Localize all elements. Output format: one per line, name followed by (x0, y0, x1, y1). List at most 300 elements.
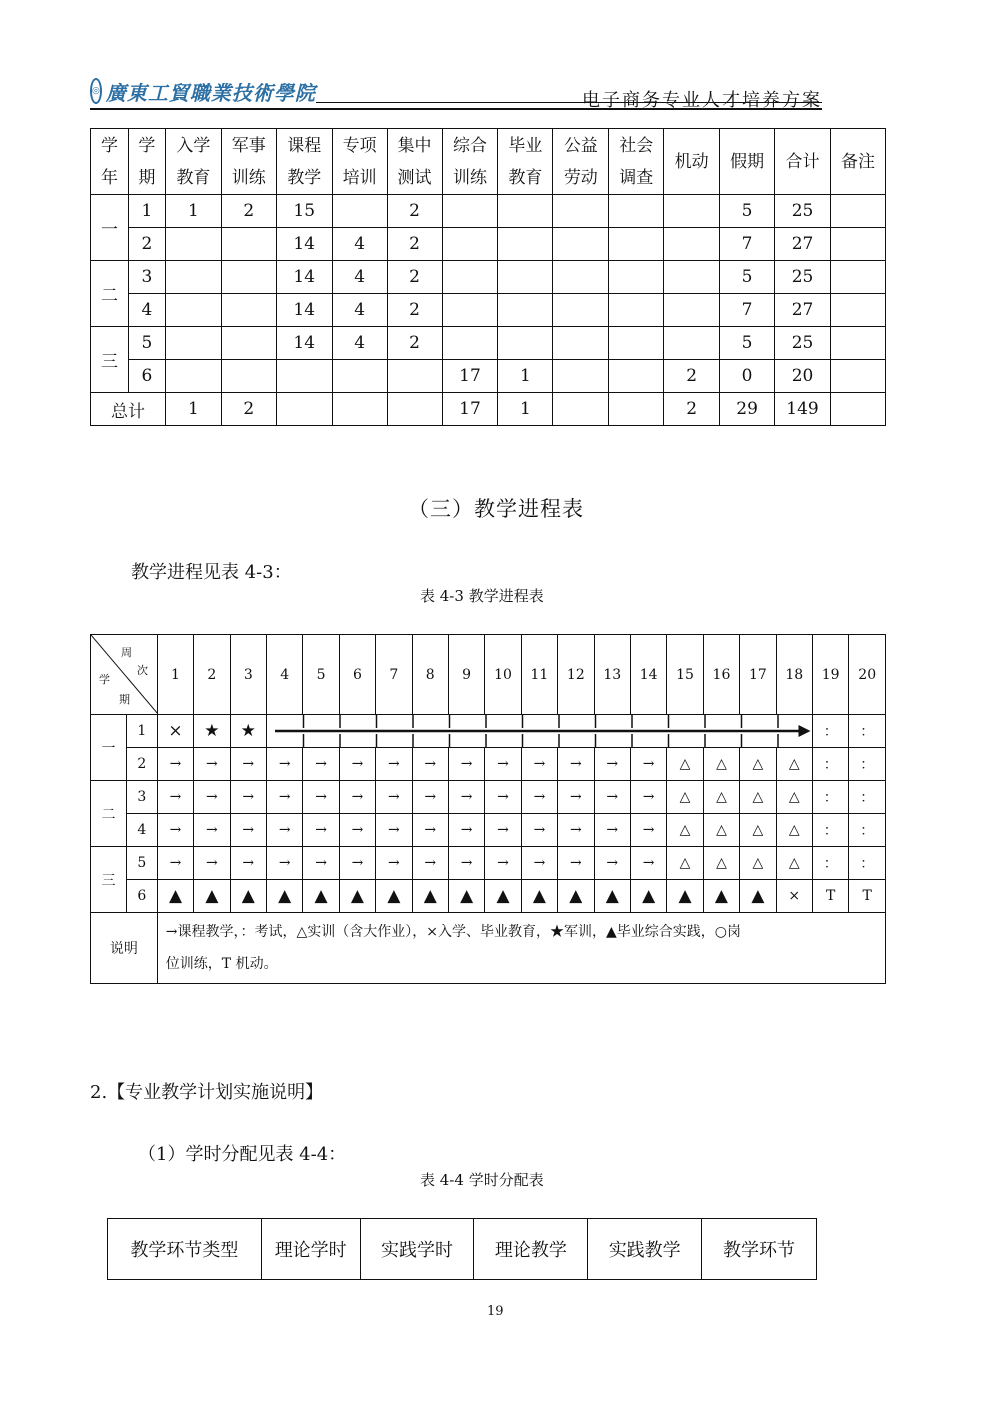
table-header-row (91, 635, 886, 715)
header-cell: 理论学时 (261, 1219, 360, 1280)
total-cell: 149 (775, 393, 831, 426)
schedule-cell: ▲ (412, 880, 448, 913)
table-row (91, 294, 886, 327)
schedule-cell: → (230, 781, 266, 814)
schedule-cell: ▲ (630, 880, 666, 913)
schedule-cell: ★ (230, 715, 266, 748)
schedule-cell: → (448, 847, 484, 880)
table-cell (332, 360, 387, 393)
table-cell (165, 360, 221, 393)
legend-line-1: →课程教学，：考试，△实训（含大作业），×入学、毕业教育，★军训，▲毕业综合实践，○岗 (165, 924, 741, 940)
schedule-cell: → (412, 814, 448, 847)
schedule-cell: → (485, 814, 521, 847)
week-number-cell: 12 (558, 635, 594, 715)
table-cell: 5 (128, 327, 165, 360)
table-cell (664, 327, 720, 360)
header-text: 学 (100, 135, 118, 156)
schedule-cell: → (266, 781, 302, 814)
week-number-cell: 8 (412, 635, 448, 715)
schedule-cell: ▲ (194, 880, 230, 913)
schedule-cell: ： (812, 814, 848, 847)
table-cell: 15 (276, 195, 332, 228)
total-cell (553, 393, 609, 426)
header-text: 集中 (397, 135, 432, 156)
schedule-cell: → (485, 781, 521, 814)
table-cell (831, 294, 886, 327)
teaching-schedule-table (90, 634, 886, 984)
header-text: 毕业 (508, 135, 543, 156)
header-text: 专项 (342, 135, 377, 156)
table-cell: 7 (720, 294, 775, 327)
week-number-cell: 11 (521, 635, 557, 715)
week-number-cell: 3 (230, 635, 266, 715)
total-cell: 29 (720, 393, 775, 426)
schedule-cell: × (157, 715, 193, 748)
schedule-cell: → (266, 814, 302, 847)
schedule-cell: → (630, 847, 666, 880)
semester-cell: 4 (126, 814, 157, 847)
total-cell: 2 (221, 393, 276, 426)
table-header-row (108, 1219, 817, 1280)
table-cell (664, 228, 720, 261)
schedule-cell: → (339, 781, 375, 814)
schedule-cell: △ (740, 847, 776, 880)
schedule-cell: → (558, 847, 594, 880)
schedule-cell: → (230, 748, 266, 781)
schedule-cell: → (448, 748, 484, 781)
semester-cell: 6 (126, 880, 157, 913)
header-text: 合计 (785, 151, 820, 172)
table-cell (165, 261, 221, 294)
table-cell: 2 (387, 327, 442, 360)
table-cell: 25 (775, 327, 831, 360)
table-cell (442, 261, 498, 294)
table-cell (553, 228, 609, 261)
week-allocation-table (90, 128, 886, 426)
schedule-cell: → (558, 781, 594, 814)
schedule-cell: → (303, 814, 339, 847)
schedule-cell: ： (849, 781, 886, 814)
schedule-row (91, 748, 886, 781)
table-cell: 5 (720, 327, 775, 360)
schedule-cell: △ (667, 781, 703, 814)
schedule-cell: △ (667, 814, 703, 847)
schedule-cell: △ (776, 814, 812, 847)
schedule-cell: ▲ (376, 880, 412, 913)
header-cell (128, 129, 165, 195)
table-cell: 20 (775, 360, 831, 393)
schedule-cell: △ (703, 748, 739, 781)
table-cell (221, 228, 276, 261)
table-cell: 6 (128, 360, 165, 393)
table-cell: 14 (276, 294, 332, 327)
table-cell (609, 294, 664, 327)
table-cell: 1 (498, 360, 553, 393)
total-cell (387, 393, 442, 426)
schedule-cell: △ (667, 748, 703, 781)
table-cell (609, 360, 664, 393)
header-cell (775, 129, 831, 195)
schedule-cell: → (157, 847, 193, 880)
header-text: 培训 (342, 167, 377, 188)
schedule-cell: ▲ (485, 880, 521, 913)
semester-cell: 2 (126, 748, 157, 781)
week-number-cell: 14 (630, 635, 666, 715)
schedule-cell: → (521, 748, 557, 781)
schedule-cell: → (412, 847, 448, 880)
table-cell (442, 327, 498, 360)
schedule-cell: → (157, 781, 193, 814)
schedule-cell: → (339, 847, 375, 880)
header-cell (387, 129, 442, 195)
schedule-cell: → (630, 814, 666, 847)
header-text: 公益 (563, 135, 598, 156)
table-cell (831, 228, 886, 261)
table-row (91, 195, 886, 228)
header-cell: 教学环节 (702, 1219, 817, 1280)
table-cell: 1 (165, 195, 221, 228)
header-cell (165, 129, 221, 195)
schedule-cell: △ (740, 781, 776, 814)
schedule-cell: ▲ (266, 880, 302, 913)
semester-cell: 1 (126, 715, 157, 748)
schedule-cell: → (448, 814, 484, 847)
week-number-cell: 16 (703, 635, 739, 715)
page-number: 19 (487, 1304, 504, 1319)
diag-label-ci: 次 (137, 664, 148, 677)
table-cell (553, 261, 609, 294)
schedule-cell: ： (849, 847, 886, 880)
table-cell: 4 (332, 228, 387, 261)
table-cell (387, 360, 442, 393)
table-cell: 14 (276, 327, 332, 360)
table-cell (276, 360, 332, 393)
table-cell (609, 327, 664, 360)
table-cell (165, 228, 221, 261)
header-text: 教育 (176, 167, 211, 188)
header-cell (720, 129, 775, 195)
table-cell: 4 (332, 294, 387, 327)
table-cell: 25 (775, 195, 831, 228)
table-cell: 14 (276, 261, 332, 294)
table-cell: 2 (387, 195, 442, 228)
schedule-cell: ： (812, 781, 848, 814)
diag-label-qi: 期 (119, 693, 130, 706)
school-seal-icon: ◎ (90, 78, 102, 104)
table-cell (831, 360, 886, 393)
diagonal-header-cell (91, 635, 158, 715)
table-caption: 表 4-3 教学进程表 (420, 587, 544, 605)
week-number-cell: 10 (485, 635, 521, 715)
legend-text (157, 913, 885, 984)
semester-cell: 5 (126, 847, 157, 880)
table-cell (553, 195, 609, 228)
schedule-cell: → (194, 814, 230, 847)
schedule-cell: → (303, 748, 339, 781)
year-cell: 一 (91, 715, 127, 781)
table-cell: 0 (720, 360, 775, 393)
schedule-cell: → (448, 781, 484, 814)
table-cell (831, 195, 886, 228)
total-cell: 2 (664, 393, 720, 426)
schedule-cell: → (521, 781, 557, 814)
schedule-cell: → (630, 748, 666, 781)
table-cell: 2 (221, 195, 276, 228)
header-text: 劳动 (563, 167, 598, 188)
table-caption-4-4: 表 4-4 学时分配表 (420, 1171, 544, 1189)
schedule-cell: × (776, 880, 812, 913)
schedule-cell: △ (667, 847, 703, 880)
total-cell (332, 393, 387, 426)
section-heading: （三）教学进程表 (408, 497, 584, 521)
table-cell (332, 195, 387, 228)
schedule-cell: △ (703, 847, 739, 880)
schedule-cell: → (194, 748, 230, 781)
table-cell: 3 (128, 261, 165, 294)
table-cell (553, 294, 609, 327)
table-cell (442, 195, 498, 228)
table-cell (221, 261, 276, 294)
header-text: 假期 (730, 151, 765, 172)
table-row (91, 360, 886, 393)
table-cell: 2 (387, 261, 442, 294)
schedule-cell: → (230, 814, 266, 847)
table-cell (165, 327, 221, 360)
schedule-cell: △ (740, 748, 776, 781)
semester-cell: 3 (126, 781, 157, 814)
schedule-cell: ▲ (339, 880, 375, 913)
week-number-cell: 4 (266, 635, 302, 715)
header-cell (664, 129, 720, 195)
schedule-cell: → (594, 748, 630, 781)
schedule-cell: → (558, 814, 594, 847)
table-cell: 5 (720, 261, 775, 294)
sub-heading: （1）学时分配见表 4-4： (138, 1144, 347, 1165)
schedule-cell: △ (703, 781, 739, 814)
table-cell: 5 (720, 195, 775, 228)
schedule-cell: △ (776, 781, 812, 814)
table-cell (553, 360, 609, 393)
schedule-cell: T (849, 880, 886, 913)
schedule-cell: → (194, 781, 230, 814)
header-text: 训练 (231, 167, 266, 188)
schedule-cell: → (594, 814, 630, 847)
schedule-row (91, 715, 886, 748)
table-cell (664, 294, 720, 327)
schedule-cell: ▲ (558, 880, 594, 913)
week-number-cell: 17 (740, 635, 776, 715)
table-cell: 4 (332, 261, 387, 294)
diag-label-week: 周 (121, 646, 132, 659)
header-rule-thin (316, 102, 822, 103)
header-text: 机动 (674, 151, 709, 172)
week-number-cell: 18 (776, 635, 812, 715)
schedule-cell: ▲ (230, 880, 266, 913)
schedule-cell: → (157, 814, 193, 847)
table-cell: 2 (128, 228, 165, 261)
header-cell: 教学环节类型 (108, 1219, 262, 1280)
schedule-cell: → (521, 847, 557, 880)
header-cell (221, 129, 276, 195)
table-cell (165, 294, 221, 327)
header-cell: 实践学时 (360, 1219, 474, 1280)
schedule-cell: → (485, 847, 521, 880)
table-cell (442, 294, 498, 327)
legend-label: 说明 (91, 913, 158, 984)
table-cell: 27 (775, 294, 831, 327)
year-cell: 二 (91, 261, 129, 327)
schedule-cell: → (194, 847, 230, 880)
year-cell: 三 (91, 847, 127, 913)
schedule-cell: → (157, 748, 193, 781)
year-cell: 二 (91, 781, 127, 847)
header-cell (498, 129, 553, 195)
header-cell: 实践教学 (588, 1219, 702, 1280)
table-cell: 25 (775, 261, 831, 294)
schedule-cell: → (594, 847, 630, 880)
header-text: 测试 (397, 167, 432, 188)
schedule-cell: → (630, 781, 666, 814)
section2-heading: 2.【专业教学计划实施说明】 (90, 1082, 324, 1103)
hour-allocation-table (107, 1218, 817, 1280)
table-cell (553, 327, 609, 360)
table-cell (442, 228, 498, 261)
table-cell: 17 (442, 360, 498, 393)
week-number-cell: 5 (303, 635, 339, 715)
year-cell: 三 (91, 327, 129, 393)
schedule-row (91, 880, 886, 913)
week-number-cell: 2 (194, 635, 230, 715)
header-text: 教育 (508, 167, 543, 188)
header-cell (91, 129, 129, 195)
year-cell: 一 (91, 195, 129, 261)
header-text: 综合 (452, 135, 487, 156)
schedule-cell: → (594, 781, 630, 814)
week-number-cell: 9 (448, 635, 484, 715)
table-cell (609, 261, 664, 294)
schedule-cell: ： (812, 748, 848, 781)
schedule-cell: → (521, 814, 557, 847)
header-cell (831, 129, 886, 195)
schedule-cell: ▲ (521, 880, 557, 913)
week-number-cell: 19 (812, 635, 848, 715)
header-text: 备注 (841, 151, 875, 172)
header-cell (442, 129, 498, 195)
schedule-cell: → (412, 781, 448, 814)
schedule-cell: T (812, 880, 848, 913)
table-cell: 7 (720, 228, 775, 261)
week-number-cell: 15 (667, 635, 703, 715)
table-cell (498, 228, 553, 261)
total-row (91, 393, 886, 426)
school-logo (90, 73, 315, 109)
schedule-cell: ： (812, 715, 848, 748)
header-text: 年 (100, 167, 118, 188)
header-text: 军事 (231, 135, 266, 156)
schedule-cell: ▲ (667, 880, 703, 913)
intro-text: 教学进程见表 4-3： (131, 562, 292, 583)
header-text: 课程 (287, 135, 322, 156)
schedule-cell: → (376, 847, 412, 880)
schedule-cell: ▲ (157, 880, 193, 913)
table-row (91, 327, 886, 360)
schedule-cell: → (339, 814, 375, 847)
schedule-cell: ： (812, 847, 848, 880)
legend-line-2: 位训练，T 机动。 (165, 956, 278, 972)
week-number-cell: 1 (157, 635, 193, 715)
schedule-cell: ★ (194, 715, 230, 748)
table-cell (221, 327, 276, 360)
header-text: 调查 (619, 167, 654, 188)
document-title: 电子商务专业人才培养方案 (582, 90, 822, 111)
total-cell: 17 (442, 393, 498, 426)
week-number-cell: 6 (339, 635, 375, 715)
schedule-cell: ： (849, 748, 886, 781)
header-cell (609, 129, 664, 195)
schedule-cell: → (376, 781, 412, 814)
schedule-cell: △ (776, 748, 812, 781)
header-text: 学 (138, 135, 156, 156)
table-cell: 2 (664, 360, 720, 393)
table-cell (609, 195, 664, 228)
diag-label-xue: 学 (99, 673, 110, 686)
total-cell (831, 393, 886, 426)
long-arrow-icon (267, 715, 812, 747)
school-name: 廣東工貿職業技術學院 (105, 80, 316, 105)
table-cell (498, 261, 553, 294)
schedule-cell: ： (849, 814, 886, 847)
schedule-cell: ▲ (594, 880, 630, 913)
week-number-cell: 7 (376, 635, 412, 715)
header-text: 入学 (176, 135, 211, 156)
table-cell: 4 (332, 327, 387, 360)
header-rule (90, 108, 822, 110)
long-arrow-cell (266, 715, 812, 748)
schedule-cell: → (303, 847, 339, 880)
schedule-cell: → (266, 847, 302, 880)
schedule-cell: △ (776, 847, 812, 880)
table-cell (498, 294, 553, 327)
table-cell: 27 (775, 228, 831, 261)
table-cell (831, 261, 886, 294)
schedule-cell: △ (703, 814, 739, 847)
week-number-cell: 20 (849, 635, 886, 715)
schedule-cell: ▲ (303, 880, 339, 913)
schedule-cell: → (558, 748, 594, 781)
table-cell (609, 228, 664, 261)
schedule-cell: → (412, 748, 448, 781)
table-cell: 2 (387, 294, 442, 327)
schedule-cell: → (266, 748, 302, 781)
table-cell (498, 195, 553, 228)
header-text: 教学 (287, 167, 322, 188)
total-label: 总计 (91, 393, 166, 426)
schedule-cell: ▲ (448, 880, 484, 913)
total-cell (276, 393, 332, 426)
table-row (91, 228, 886, 261)
schedule-cell: → (376, 814, 412, 847)
table-cell (664, 195, 720, 228)
header-cell: 理论教学 (474, 1219, 588, 1280)
legend-row (91, 913, 886, 984)
header-cell (553, 129, 609, 195)
header-cell (276, 129, 332, 195)
total-cell: 1 (498, 393, 553, 426)
table-cell (664, 261, 720, 294)
table-cell: 2 (387, 228, 442, 261)
schedule-row (91, 814, 886, 847)
schedule-cell: ▲ (703, 880, 739, 913)
